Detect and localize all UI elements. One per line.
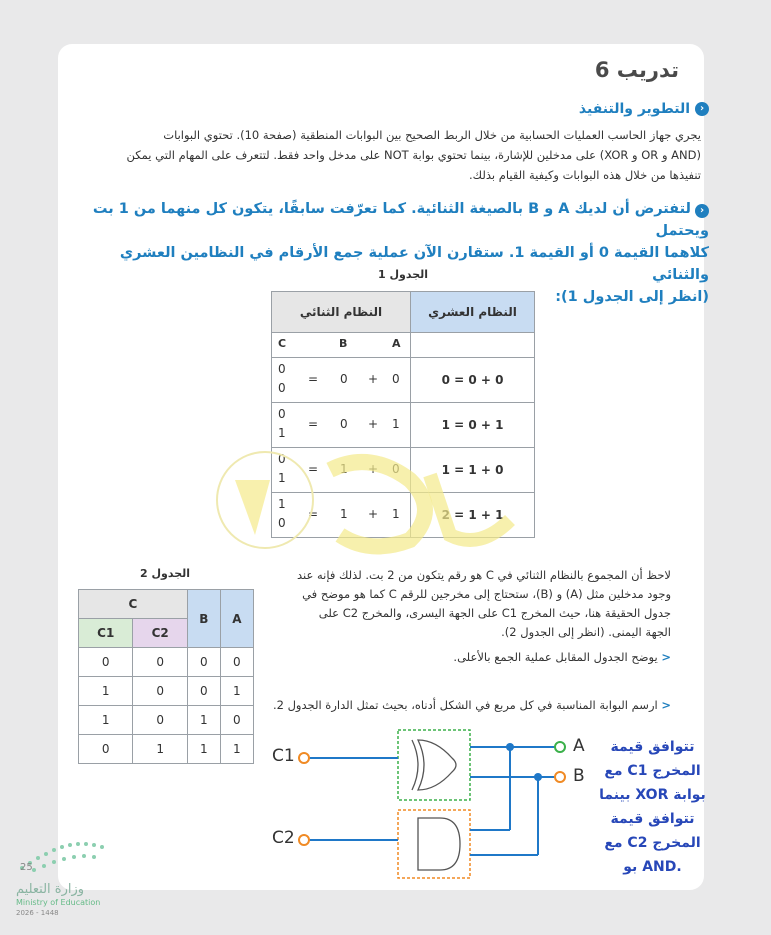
- label-b: B: [573, 766, 585, 786]
- b-value: 1: [340, 507, 348, 521]
- plus-sign: +: [368, 462, 379, 476]
- table1-empty-cell: [411, 333, 535, 358]
- table2-header-a: A: [220, 590, 253, 648]
- note-paragraph: [271, 566, 671, 642]
- annotation-line: بينما XOR بوابة: [599, 787, 706, 803]
- chevron-icon: <: [661, 698, 671, 712]
- table2-cell: 0: [133, 706, 187, 735]
- table1-decimal-cell: 0 = 0 + 0: [411, 358, 535, 403]
- table2-cell: 0: [187, 677, 220, 706]
- c-bottom: 1: [278, 471, 286, 485]
- table2-cell: 0: [79, 735, 133, 764]
- table2: [78, 589, 254, 764]
- a-value: 0: [392, 462, 400, 476]
- handwritten-annotation: [590, 735, 715, 879]
- a-value: 1: [392, 507, 400, 521]
- col-c-label: C: [278, 337, 287, 350]
- table1-header-decimal: النظام العشري: [411, 292, 535, 333]
- table2-cell: 1: [79, 706, 133, 735]
- annotation-line: مع C1 المخرج: [604, 763, 701, 779]
- annotation-line: تتوافق قيمة: [610, 739, 695, 755]
- b-terminal: [555, 772, 565, 782]
- b-value: 1: [340, 462, 348, 476]
- table1-header-binary: النظام الثنائي: [272, 292, 411, 333]
- question-line: (انظر إلى الجدول 1):: [555, 289, 709, 305]
- plus-sign: +: [368, 372, 379, 386]
- question-line-text: لتفترض أن لديك A و B بالصيغة الثنائية. كما تعرّفت سابقًا، يتكون كل منهما من 1 بت ويحتمل: [92, 201, 709, 239]
- col-a-label: A: [392, 337, 401, 350]
- c-top: 0: [278, 407, 286, 421]
- xor-gate-icon: [418, 740, 456, 790]
- table2-cell: 0: [133, 677, 187, 706]
- a-value: 1: [392, 417, 400, 431]
- ministry-name: وزارة التعليم: [16, 882, 85, 897]
- table2-cell: 0: [220, 706, 253, 735]
- plus-sign: +: [368, 507, 379, 521]
- table2-header-c: C: [79, 590, 188, 619]
- logic-circuit: [260, 720, 590, 890]
- note-line: لاحظ أن المجموع بالنظام الثنائي في C هو رقم يتكون من 2 بت. لذلك فإنه عند: [296, 568, 671, 582]
- note-line: جدول الحقيقة هنا، حيث المخرج C1 على الجهة اليسرى، والمخرج C2 على: [318, 606, 671, 620]
- table2-cell: 0: [79, 648, 133, 677]
- note-line: الجهة اليمنى. (انظر إلى الجدول 2).: [501, 625, 671, 639]
- table1-binary-cell: [272, 358, 411, 403]
- ministry-name-en: Ministry of Education: [16, 898, 101, 907]
- table2-header-c2: C2: [133, 619, 187, 648]
- table2-caption: الجدول 2: [140, 567, 191, 580]
- table2-cell: 1: [220, 677, 253, 706]
- label-a: A: [573, 736, 585, 756]
- table1-decimal-cell: 2 = 1 + 1: [411, 493, 535, 538]
- year-label: 2026 - 1448: [16, 909, 59, 917]
- xor-gate-box: [398, 730, 470, 800]
- table2-cell: 1: [187, 706, 220, 735]
- table2-cell: 0: [220, 648, 253, 677]
- c-bottom: 1: [278, 426, 286, 440]
- annotation-line: تتوافق قيمة: [610, 811, 695, 827]
- c-bottom: 0: [278, 381, 286, 395]
- bullet-text: يوضح الجدول المقابل عملية الجمع بالأعلى.: [453, 650, 658, 664]
- annotation-line: مع C2 المخرج: [604, 835, 701, 851]
- c1-terminal: [299, 753, 309, 763]
- table2-cell: 0: [187, 648, 220, 677]
- chevron-icon: <: [661, 650, 671, 664]
- equals-sign: =: [308, 417, 319, 431]
- c-bottom: 0: [278, 516, 286, 530]
- table2-header-c1: C1: [79, 619, 133, 648]
- equals-sign: =: [308, 462, 319, 476]
- chevron-left-icon: ‹: [695, 102, 709, 116]
- c2-terminal: [299, 835, 309, 845]
- equals-sign: =: [308, 372, 319, 386]
- question-line: كلاهما القيمة 0 أو القيمة 1. ستقارن الآن عملية جمع الأرقام في النظامين العشري والثنائي: [119, 245, 709, 283]
- exercise-title: تدريب 6: [594, 58, 679, 82]
- annotation-line: بو AND.: [623, 859, 682, 875]
- plus-sign: +: [368, 417, 379, 431]
- paragraph-line: (AND و OR و XOR) على مدخلين للإشارة، بينما تحتوي بوابة NOT على مدخل واحد فقط. لتتعرف على المهام التي يمكن: [126, 148, 701, 162]
- page-number: 25: [20, 862, 33, 873]
- a-terminal: [555, 742, 565, 752]
- paragraph-line: تنفيذها من خلال هذه البوابات وكيفية القيام بذلك.: [468, 168, 701, 182]
- label-c2: C2: [272, 828, 295, 848]
- table2-cell: 1: [133, 735, 187, 764]
- bullet-item: [453, 650, 671, 664]
- watermark-logo: [210, 440, 540, 580]
- c-top: 1: [278, 497, 286, 511]
- c-top: 0: [278, 452, 286, 466]
- equals-sign: =: [308, 507, 319, 521]
- question-line: [79, 198, 709, 242]
- bullet-item: [273, 698, 671, 712]
- bullet-text: ارسم البوابة المناسبة في كل مربع في الشكل أدناه، بحيث تمثل الدارة الجدول 2.: [272, 698, 658, 712]
- table2-cell: 1: [79, 677, 133, 706]
- table1-caption: الجدول 1: [378, 268, 429, 281]
- table2-cell: 1: [187, 735, 220, 764]
- section-heading: [579, 101, 709, 117]
- and-gate-box: [398, 810, 470, 878]
- table1-abc-row: [272, 333, 411, 358]
- table2-cell: 1: [220, 735, 253, 764]
- and-gate-icon: [418, 818, 460, 870]
- b-value: 0: [340, 372, 348, 386]
- section-heading-text: التطوير والتنفيذ: [578, 101, 690, 117]
- a-value: 0: [392, 372, 400, 386]
- intro-paragraph: [81, 125, 701, 185]
- paragraph-line: يجري جهاز الحاسب العمليات الحسابية من خلال الربط الصحيح بين البوابات المنطقية (صفحة 10). تحتوي البوابات: [163, 128, 701, 142]
- b-value: 0: [340, 417, 348, 431]
- table2-header-b: B: [187, 590, 220, 648]
- chevron-left-icon: ‹: [695, 204, 709, 218]
- label-c1: C1: [272, 746, 295, 766]
- table1-decimal-cell: 1 = 0 + 1: [411, 403, 535, 448]
- note-line: وجود مدخلين مثل (A) و (B)، ستحتاج إلى مخرجين للرقم C كما هو موضح في: [302, 587, 671, 601]
- c-top: 0: [278, 362, 286, 376]
- table1-decimal-cell: 1 = 1 + 0: [411, 448, 535, 493]
- table2-cell: 0: [133, 648, 187, 677]
- col-b-label: B: [339, 337, 348, 350]
